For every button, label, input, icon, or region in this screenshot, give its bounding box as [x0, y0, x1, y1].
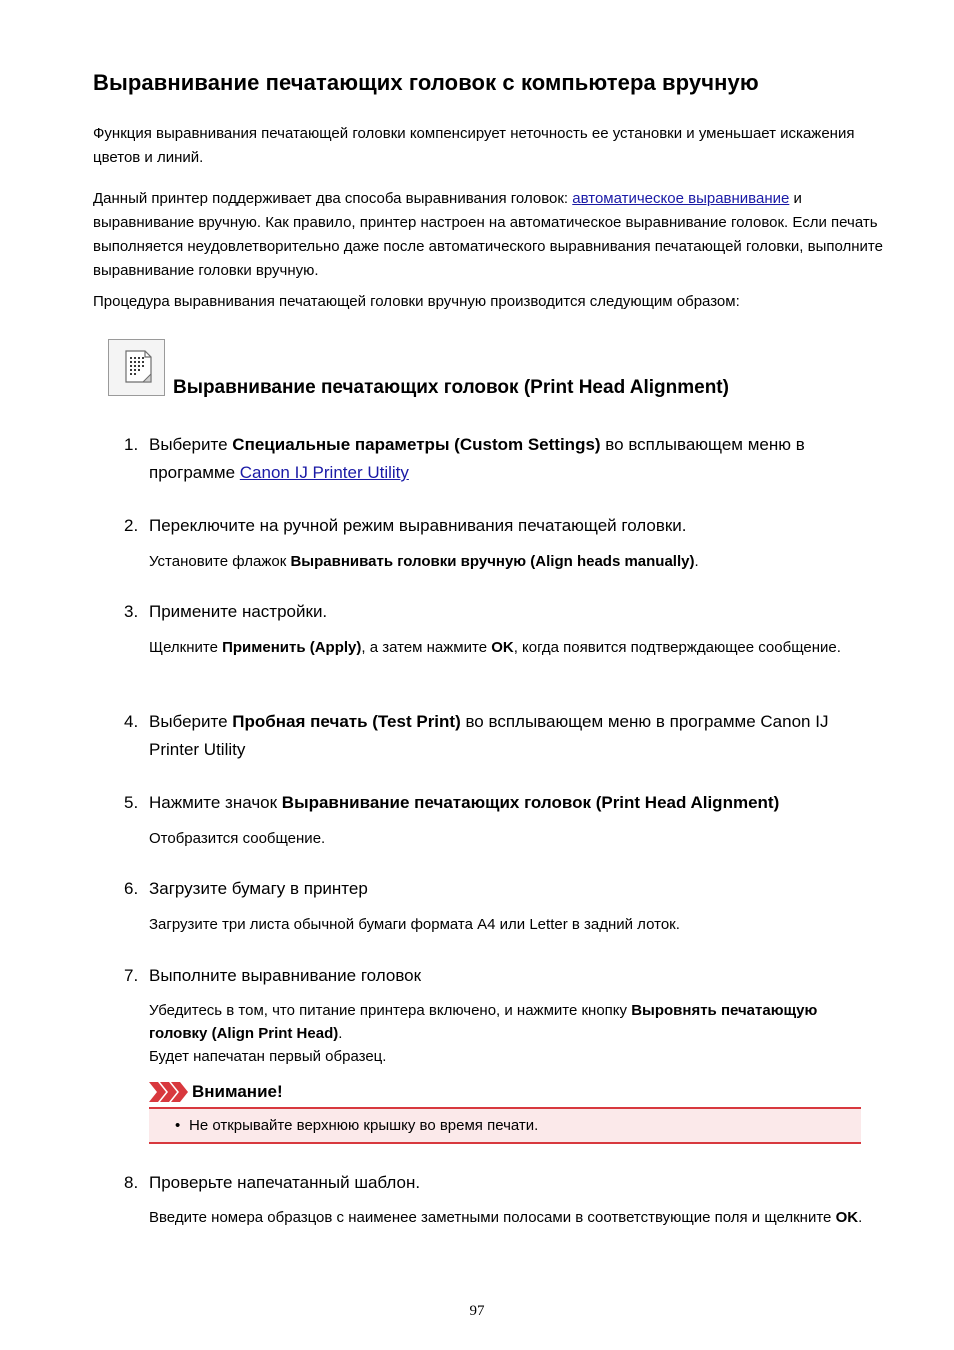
intro-p2-text-end: и выравнивание вручную. Как правило, принтер настроен на автоматическое выравнивание головок. Если печать выполняется неудовлетворительно даже после автоматического выравнивания печатающей головки, выполните выравнивание головки вручную.	[93, 190, 883, 279]
step-text: Переключите на ручной режим выравнивания печатающей головки.	[149, 516, 687, 535]
section-title: Выравнивание печатающих головок (Print Head Alignment)	[173, 377, 729, 398]
desc-text: .	[694, 553, 699, 570]
step-text: Загрузите бумагу в принтер	[149, 879, 368, 898]
auto-alignment-link[interactable]: автоматическое выравнивание	[572, 190, 790, 207]
print-head-alignment-label: Выравнивание печатающих головок (Print Head Alignment)	[281, 793, 780, 812]
step-text	[149, 789, 864, 817]
step-text: Выполните выравнивание головок	[149, 966, 422, 985]
page-number: 97	[469, 1303, 485, 1319]
step-6-description: Загрузите три листа обычной бумаги формата A4 или Letter в задний лоток.	[149, 916, 680, 933]
intro-paragraph-2	[93, 187, 883, 283]
desc-text: Убедитесь в том, что питание принтера включено, и нажмите кнопку	[149, 1002, 632, 1019]
step-text-end: во всплывающем меню в программе	[149, 435, 805, 482]
align-print-head-button-label: Выровнять печатающую головку (Align Print Head)	[149, 1002, 818, 1042]
desc-text: Щелкните	[149, 639, 223, 656]
step-text	[149, 431, 864, 487]
intro-paragraph-1: Функция выравнивания печатающей головки компенсирует неточность ее установки и уменьшает искажения цветов и линий.	[93, 125, 855, 166]
step-number: 3.	[124, 602, 139, 621]
step-text: Проверьте напечатанный шаблон.	[149, 1173, 421, 1192]
step-number: 1.	[124, 435, 139, 454]
step-number: 4.	[124, 712, 139, 731]
step-text-start: Выберите	[149, 435, 233, 454]
print-head-alignment-icon	[108, 339, 165, 396]
desc-text: .	[338, 1025, 343, 1042]
page-title: Выравнивание печатающих головок с компьютера вручную	[93, 70, 759, 95]
step-text-start: Выберите	[149, 712, 233, 731]
ok-button-label: OK	[835, 1209, 859, 1226]
step-5-description: Отобразится сообщение.	[149, 830, 326, 847]
intro-paragraph-3: Процедура выравнивания печатающей головки вручную производится следующим образом:	[93, 293, 740, 310]
align-heads-checkbox-label: Выравнивать головки вручную (Align heads manually)	[290, 553, 695, 570]
step-2-description	[149, 550, 864, 573]
step-8-description	[149, 1206, 864, 1229]
step-text-start: Нажмите значок	[149, 793, 282, 812]
menu-item-test-print: Пробная печать (Test Print)	[232, 712, 461, 731]
desc-text: , а затем нажмите	[361, 639, 492, 656]
warning-box	[149, 1107, 861, 1144]
warning-item: Не открывайте верхнюю крышку во время печати.	[189, 1117, 539, 1134]
step-7-description	[149, 999, 864, 1068]
printer-utility-link[interactable]: Canon IJ Printer Utility	[239, 463, 409, 482]
step-number: 5.	[124, 793, 139, 812]
menu-item-custom-settings: Специальные параметры (Custom Settings)	[232, 435, 601, 454]
step-text-end: во всплывающем меню в программе Canon IJ Printer Utility	[149, 712, 829, 759]
desc-text: .	[858, 1209, 863, 1226]
apply-button-label: Применить (Apply)	[222, 639, 362, 656]
ok-button-label: OK	[491, 639, 514, 656]
step-number: 8.	[124, 1173, 139, 1192]
desc-text: Введите номера образцов с наименее заметными полосами в соответствующие поля и щелкните	[149, 1209, 836, 1226]
desc-text: , когда появится подтверждающее сообщение.	[513, 639, 841, 656]
desc-text: Установите флажок	[149, 553, 291, 570]
intro-p2-text-start: Данный принтер поддерживает два способа выравнивания головок:	[93, 190, 573, 207]
warning-title: Внимание!	[192, 1082, 283, 1101]
bullet: •	[175, 1117, 181, 1134]
step-number: 6.	[124, 879, 139, 898]
warning-chevrons-icon	[149, 1082, 189, 1102]
step-text: Примените настройки.	[149, 602, 328, 621]
step-3-description	[149, 636, 864, 659]
step-number: 7.	[124, 966, 139, 985]
step-number: 2.	[124, 516, 139, 535]
desc-text: Будет напечатан первый образец.	[149, 1048, 387, 1065]
step-text	[149, 708, 864, 764]
